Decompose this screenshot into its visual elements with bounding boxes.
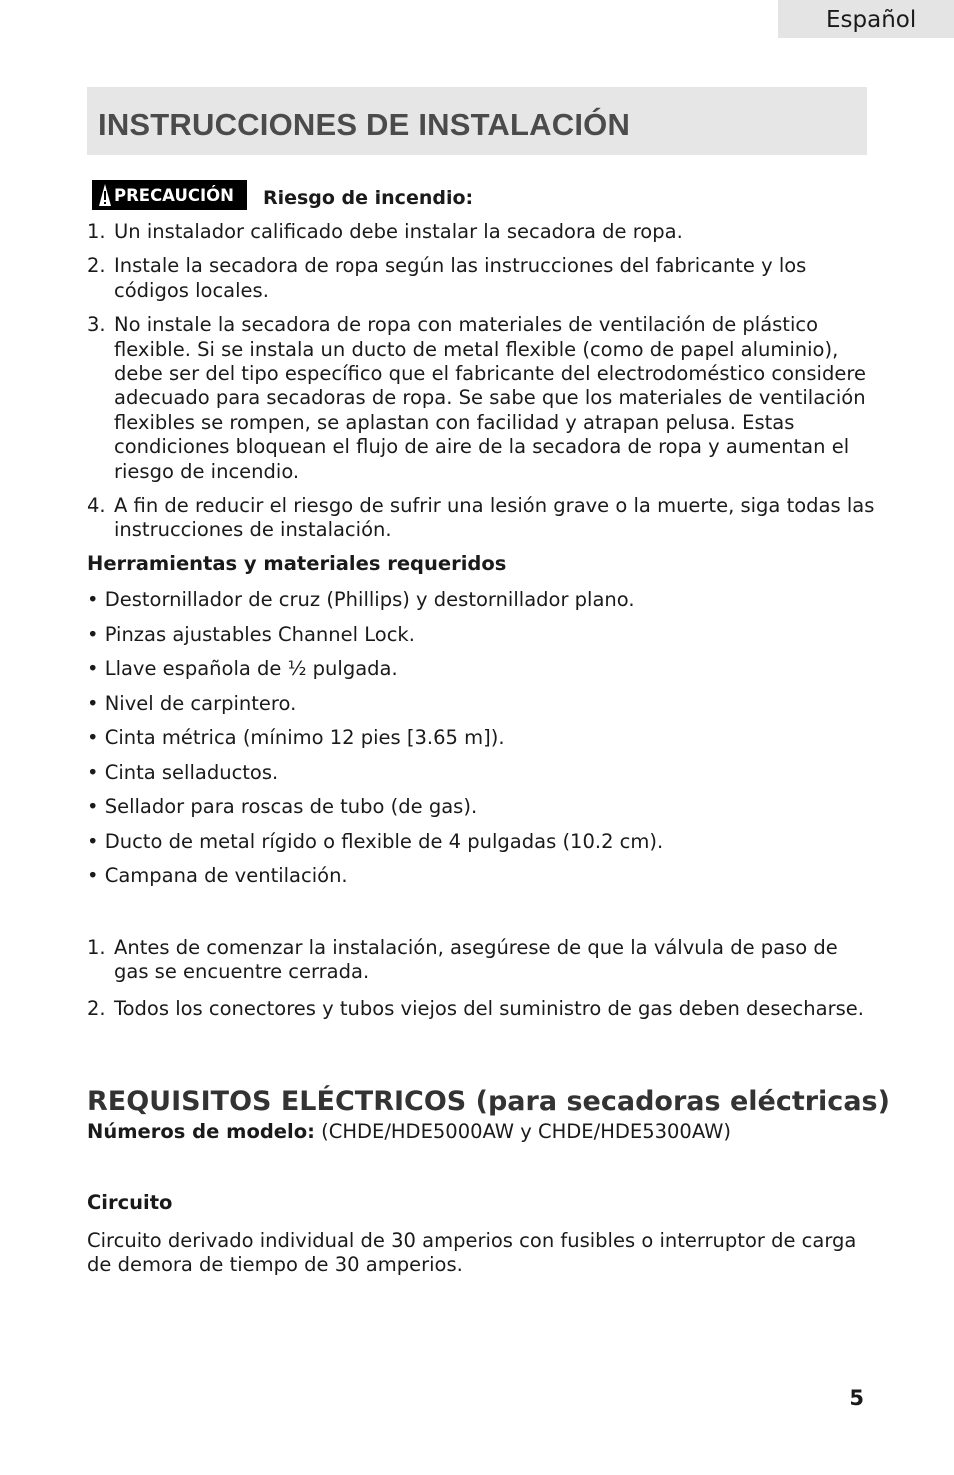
list-item <box>87 494 877 543</box>
gas-list <box>87 936 877 1021</box>
list-item: • Cinta sellaductos. <box>87 760 279 784</box>
list-item-text: Instale la secadora de ropa según las instrucciones del fabricante y los códigos locales. <box>114 254 807 302</box>
list-item-text: Un instalador calificado debe instalar la secadora de ropa. <box>114 220 683 243</box>
circuit-heading: Circuito <box>87 1191 173 1214</box>
list-item: • Campana de ventilación. <box>87 864 348 887</box>
caution-badge <box>92 180 247 210</box>
list-item <box>87 936 877 985</box>
list-item: • Ducto de metal rígido o flexible de 4 pulgadas (10.2 cm). <box>87 829 664 853</box>
tools-heading: Herramientas y materiales requeridos <box>87 552 507 575</box>
caution-list <box>87 220 877 543</box>
list-item: • Nivel de carpintero. <box>87 691 297 715</box>
list-item <box>87 313 877 484</box>
list-item: • Pinzas ajustables Channel Lock. <box>87 622 415 646</box>
caution-header <box>87 180 473 210</box>
list-item-text: Todos los conectores y tubos viejos del suministro de gas deben desecharse. <box>114 996 864 1020</box>
caution-heading: Riesgo de incendio: <box>262 187 474 209</box>
list-item-number: 4. <box>87 494 106 518</box>
language-tab: Español <box>778 0 954 38</box>
list-item: • Cinta métrica (mínimo 12 pies [3.65 m]). <box>87 726 505 749</box>
list-item: • Sellador para roscas de tubo (de gas). <box>87 795 478 818</box>
list-item-number: 2. <box>87 996 106 1020</box>
list-item-number: 1. <box>87 936 106 959</box>
list-item <box>87 997 877 1021</box>
list-item <box>87 220 877 244</box>
circuit-text: Circuito derivado individual de 30 amperios con fusibles o interruptor de carga de demora de tiempo de 30 amperios. <box>87 1229 857 1277</box>
list-item-number: 3. <box>87 313 106 337</box>
warning-icon <box>98 183 112 207</box>
page-title: INSTRUCCIONES DE INSTALACIÓN <box>98 107 631 142</box>
list-item-number: 1. <box>87 220 106 243</box>
model-value: (CHDE/HDE5000AW y CHDE/HDE5300AW) <box>314 1120 731 1143</box>
list-item-text: Antes de comenzar la instalación, asegúrese de que la válvula de paso de gas se encuentre cerrada. <box>114 936 838 984</box>
list-item-text: No instale la secadora de ropa con materiales de ventilación de plástico flexible. Si se instala un ducto de metal flexible (como de papel aluminio), debe ser del tipo específico que el fabricante del electrodoméstico considere adecuado para secadoras de ropa. Se sabe que los materiales de ventilación flexibles se rompen, se aplastan con facilidad y atrapan pelusa. Estas condiciones bloquean el flujo de aire de la secadora de ropa y aumentan el riesgo de incendio. <box>114 313 866 483</box>
page-number: 5 <box>849 1386 864 1410</box>
list-item <box>87 254 877 303</box>
title-bar <box>87 87 867 155</box>
caution-badge-label: PRECAUCIÓN <box>114 185 234 205</box>
list-item-text: A fin de reducir el riesgo de sufrir una lesión grave o la muerte, siga todas las instrucciones de instalación. <box>114 494 875 542</box>
model-numbers <box>87 1120 877 1144</box>
model-label: Números de modelo: <box>87 1120 315 1143</box>
electrical-heading: REQUISITOS ELÉCTRICOS (para secadoras eléctricas) <box>87 1086 890 1117</box>
list-item-number: 2. <box>87 254 106 278</box>
list-item: • Llave española de ½ pulgada. <box>87 657 398 680</box>
tools-list <box>87 588 663 899</box>
list-item: • Destornillador de cruz (Phillips) y destornillador plano. <box>87 588 635 611</box>
